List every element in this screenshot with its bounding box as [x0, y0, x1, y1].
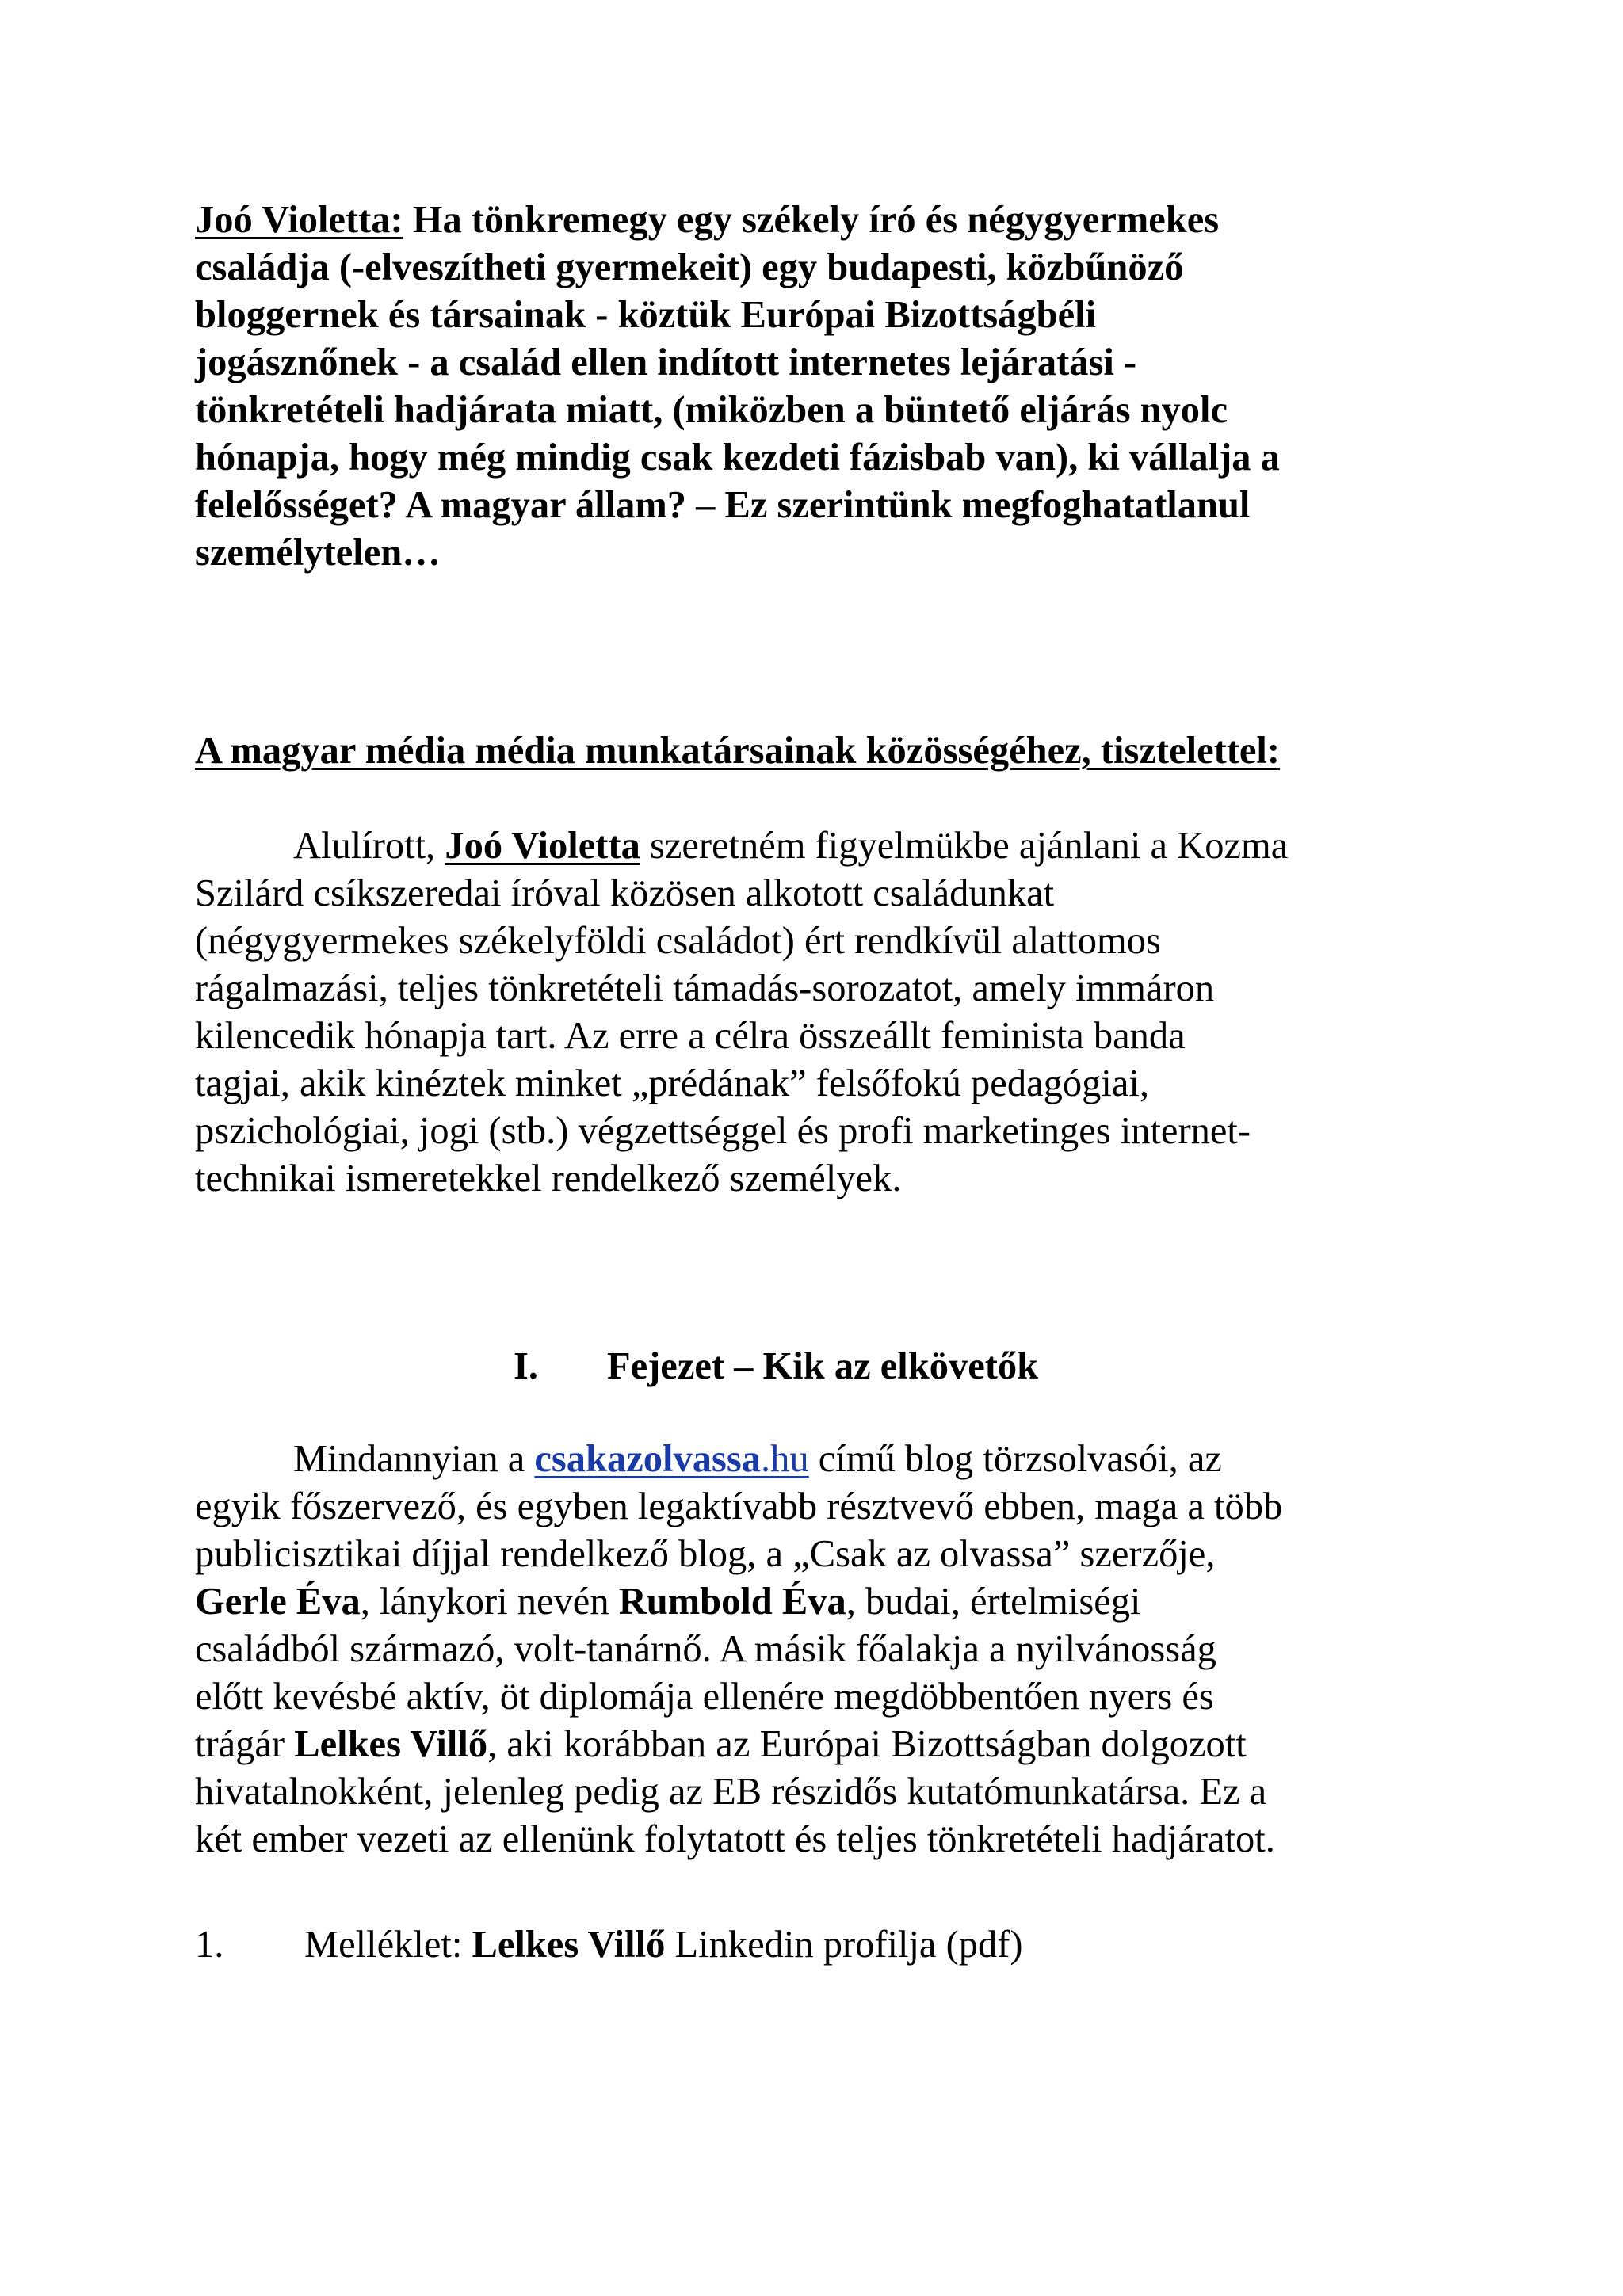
- person-name: Rumbold Éva: [618, 1581, 846, 1623]
- signer-name: Joó Violetta: [445, 825, 640, 867]
- intro-paragraph: [195, 822, 1447, 1203]
- paragraph-line: tagjai, akik kinéztek minket „prédának” felsőfokú pedagógiai,: [195, 1062, 1149, 1104]
- title-line: felelősséget? A magyar állam? – Ez szerintünk megfoghatatlanul: [195, 484, 1251, 526]
- paragraph-line: két ember vezeti az ellenünk folytatott és teljes tönkretételi hadjáratot.: [195, 1818, 1275, 1860]
- paragraph-line: pszichológiai, jogi (stb.) végzettséggel és profi marketinges internet-: [195, 1110, 1251, 1152]
- paragraph-line: Gerle Éva, lánykori nevén Rumbold Éva, budai, értelmiségi: [195, 1581, 1141, 1623]
- address-heading: [195, 727, 1447, 775]
- title-line: hónapja, hogy még mindig csak kezdeti fázisbab van), ki vállalja a: [195, 437, 1280, 479]
- paragraph-line: Alulírott, Joó Violetta szeretném figyelmükbe ajánlani a Kozma: [293, 825, 1289, 867]
- author-name: Joó Violetta:: [195, 199, 403, 241]
- person-name: Lelkes Villő: [472, 1924, 666, 1966]
- paragraph-line: kilencedik hónapja tart. Az erre a célra összeállt feminista banda: [195, 1015, 1186, 1057]
- paragraph-line: Mindannyian a csakazolvassa.hu című blog törzsolvasói, az: [293, 1438, 1222, 1480]
- chapter-title: Fejezet – Kik az elkövetők: [607, 1345, 1039, 1387]
- paragraph-line: technikai ismeretekkel rendelkező személyek.: [195, 1158, 902, 1199]
- paragraph-line: Szilárd csíkszeredai íróval közösen alkotott családunkat: [195, 872, 1055, 914]
- title-line: tönkretételi hadjárata miatt, (miközben a büntető eljárás nyolc: [195, 389, 1228, 431]
- title-line: Joó Violetta: Ha tönkremegy egy székely író és négygyermekes: [195, 199, 1220, 241]
- document-title: [195, 196, 1447, 577]
- paragraph-line: rágalmazási, teljes tönkretételi támadás-sorozatot, amely immáron: [195, 967, 1215, 1009]
- paragraph-line: hivatalnokként, jelenleg pedig az EB részidős kutatómunkatársa. Ez a: [195, 1771, 1267, 1813]
- chapter-paragraph: [195, 1436, 1447, 1863]
- blog-link[interactable]: csakazolvassa.hu: [534, 1438, 809, 1480]
- paragraph-line: előtt kevésbé aktív, öt diplomája ellenére megdöbbentően nyers és: [195, 1676, 1214, 1718]
- paragraph-line: egyik főszervező, és egyben legaktívabb résztvevő ebben, maga a több: [195, 1486, 1283, 1527]
- address-heading-text: A magyar média média munkatársainak közösségéhez, tisztelettel:: [195, 730, 1281, 772]
- person-name: Lelkes Villő: [294, 1723, 488, 1765]
- title-line: bloggernek és társainak - köztük Európai Bizottságbéli: [195, 294, 1097, 336]
- paragraph-line: (négygyermekes székelyföldi családot) ért rendkívül alattomos: [195, 920, 1161, 962]
- chapter-number: I.: [514, 1345, 538, 1387]
- title-line: családja (-elveszítheti gyermekeit) egy budapesti, közbűnöző: [195, 246, 1184, 288]
- person-name: Gerle Éva: [195, 1581, 361, 1623]
- title-line: személytelen…: [195, 532, 441, 574]
- chapter-heading: [514, 1343, 1038, 1390]
- paragraph-line: családból származó, volt-tanárnő. A másik főalakja a nyilvánosság: [195, 1628, 1216, 1670]
- attachment-item: 1. Melléklet: Lelkes Villő Linkedin profilja (pdf): [195, 1921, 1023, 1969]
- attachment-number: 1.: [195, 1924, 224, 1966]
- paragraph-line: publicisztikai díjjal rendelkező blog, a „Csak az olvassa” szerzője,: [195, 1533, 1216, 1575]
- title-line: jogásznőnek - a család ellen indított internetes lejáratási -: [195, 341, 1137, 383]
- paragraph-line: trágár Lelkes Villő, aki korábban az Európai Bizottságban dolgozott: [195, 1723, 1247, 1765]
